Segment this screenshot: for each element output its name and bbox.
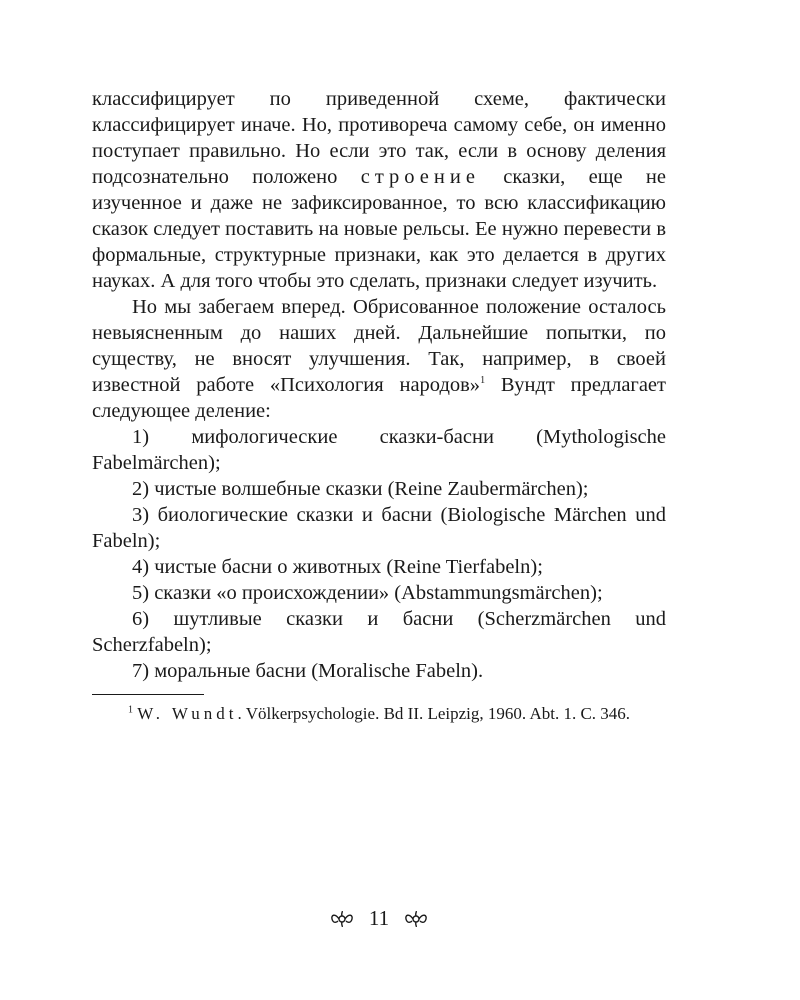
list-item: 1) мифологические сказки-басни (Mythologische Fabelmärchen); <box>92 426 666 474</box>
page-footer <box>92 906 666 931</box>
footnote-text: . Völkerpsychologie. Bd II. Leipzig, 1960. Abt. 1. С. 346. <box>237 704 631 723</box>
footnote-author: W. Wundt <box>137 704 238 723</box>
list-item: 6) шутливые сказки и басни (Scherzmärchen und Scherzfabeln); <box>92 608 666 656</box>
classification-list <box>92 424 666 684</box>
spaced-emphasis: строение <box>360 166 480 188</box>
list-item: 5) сказки «о происхождении» (Abstammungsmärchen); <box>132 582 603 604</box>
body-text <box>92 86 666 684</box>
list-item: 4) чистые басни о животных (Reine Tierfabeln); <box>132 556 543 578</box>
list-item: 3) биологические сказки и басни (Biologische Märchen und Fabeln); <box>92 504 666 552</box>
list-item: 7) моральные басни (Moralische Fabeln). <box>132 660 484 682</box>
paragraph-2 <box>92 294 666 424</box>
footnote-separator <box>92 694 204 695</box>
paragraph-2-end: Вундт предлагает следующее деление: <box>92 374 666 422</box>
paragraph-1-start: классифицирует по приведенной схеме, фактически классифицирует иначе. Но, противореча самому себе, он именно поступает правильно. Но если это так, если в основу деления подсознательно положено <box>92 88 666 188</box>
floral-ornament-icon <box>329 911 355 927</box>
book-page <box>92 86 666 966</box>
list-item: 2) чистые волшебные сказки (Reine Zaubermärchen); <box>132 478 589 500</box>
footnote-marker: 1 <box>128 704 133 716</box>
paragraph-2-start: Но мы забегаем вперед. Обрисованное положение осталось невыясненным до наших дней. Дальнейшие попытки, по существу, не вносят улучшения. Так, например, в своей известной работе «Психология народов» <box>92 296 666 396</box>
paragraph-1-end: сказки, еще не изученное и даже не зафиксированное, то всю классификацию сказок следует поставить на новые рельсы. Ее нужно перевести в формальные, структурные признаки, как это делается в других науках. А для того чтобы это сделать, признаки следует изучить. <box>92 166 666 292</box>
floral-ornament-icon <box>403 911 429 927</box>
footnote <box>92 703 666 725</box>
footnote-reference[interactable]: 1 <box>480 375 486 387</box>
page-number: 11 <box>368 906 390 930</box>
paragraph-1 <box>92 86 666 294</box>
